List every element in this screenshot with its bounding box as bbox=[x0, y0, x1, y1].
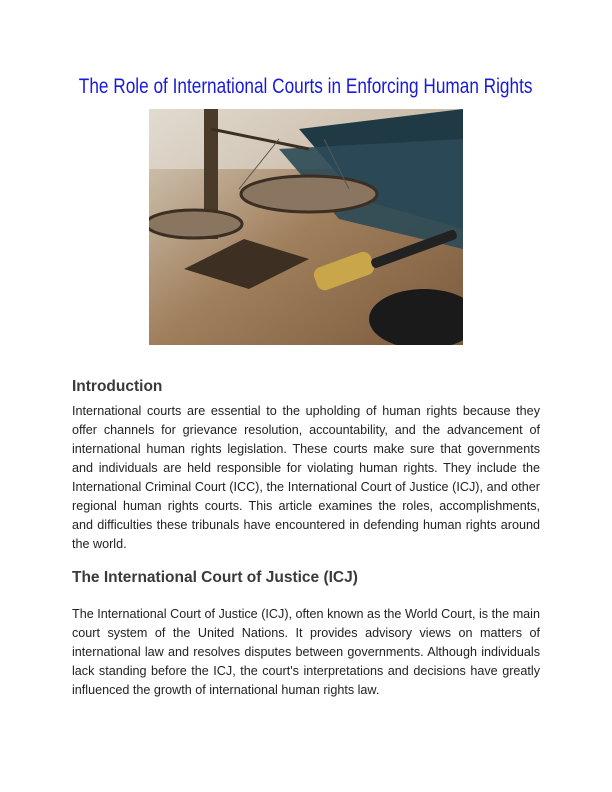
section-heading-icj: The International Court of Justice (ICJ) bbox=[72, 569, 358, 586]
section-body-icj: The International Court of Justice (ICJ), often known as the World Court, is the main court system of the United Nations. It provides advisory views on matters of international law and resolves disputes between governments. Although individuals lack standing before the ICJ, the court's interpretations and decisions have greatly influenced the growth of international human rights law. bbox=[72, 607, 540, 697]
section-body-introduction: International courts are essential to the upholding of human rights because they offer channels for grievance resolution, accountability, and the advancement of international human rights legislation. These courts make sure that governments and individuals are held responsible for violating human rights. They include the International Criminal Court (ICC), the International Court of Justice (ICJ), and other regional human rights courts. This article examines the roles, accomplishments, and difficulties these tribunals have encountered in defending human rights around the world. bbox=[72, 404, 540, 551]
hero-image bbox=[149, 109, 463, 345]
section-heading-introduction: Introduction bbox=[72, 378, 163, 395]
scales-of-justice-and-gavel-icon bbox=[149, 109, 463, 345]
page-title bbox=[0, 74, 612, 100]
title-text: The Role of International Courts in Enforcing Human Rights bbox=[79, 75, 533, 98]
